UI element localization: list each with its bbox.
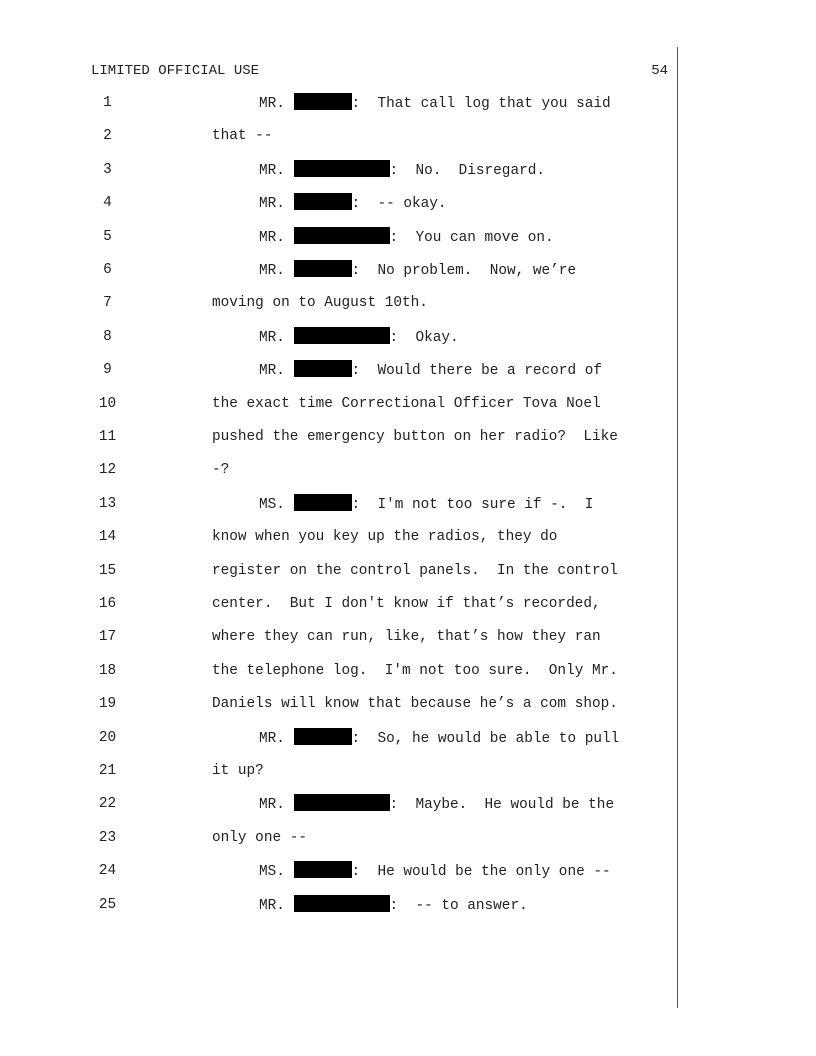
line-number: 12 xyxy=(98,462,117,479)
continuation-text: where they can run, like, that’s how they ran xyxy=(212,629,601,646)
speaker-line xyxy=(259,494,593,515)
speech-text: : He would be the only one -- xyxy=(351,864,611,881)
line-number: 3 xyxy=(103,161,112,178)
line-number: 20 xyxy=(98,729,117,746)
redaction-box xyxy=(294,193,352,210)
line-number: 22 xyxy=(98,796,117,813)
speech-text: : So, he would be able to pull xyxy=(351,730,620,747)
redaction-box xyxy=(294,360,352,377)
speech-text: : That call log that you said xyxy=(351,96,611,112)
speaker-line xyxy=(259,260,576,281)
speech-text: : Okay. xyxy=(389,329,459,346)
speech-text: : -- okay. xyxy=(351,196,447,213)
speech-text: : Would there be a record of xyxy=(351,363,602,380)
speech-text: : No problem. Now, we’re xyxy=(351,263,577,279)
speaker-title: MR. xyxy=(259,797,294,814)
speaker-line xyxy=(259,160,545,181)
line-number: 15 xyxy=(98,562,117,579)
line-number: 1 xyxy=(103,95,112,111)
speaker-line xyxy=(259,861,611,882)
speaker-line xyxy=(259,728,619,749)
continuation-text: only one -- xyxy=(212,829,307,846)
continuation-text: it up? xyxy=(212,763,264,779)
continuation-text: that -- xyxy=(212,128,273,145)
line-number: 11 xyxy=(98,429,117,445)
line-number: 5 xyxy=(103,228,112,245)
speaker-line xyxy=(259,360,602,381)
redaction-box xyxy=(294,160,390,177)
line-number: 16 xyxy=(98,596,117,612)
speaker-title: MS. xyxy=(259,496,294,513)
line-number: 21 xyxy=(98,763,117,779)
line-number: 23 xyxy=(98,829,117,846)
speaker-line xyxy=(259,227,554,248)
redaction-box xyxy=(294,227,390,244)
continuation-text: the telephone log. I'm not too sure. Only Mr. xyxy=(212,662,618,679)
page-number: 54 xyxy=(651,63,668,79)
continuation-text: pushed the emergency button on her radio? Like xyxy=(212,429,618,445)
redaction-box xyxy=(294,728,352,745)
line-number: 6 xyxy=(103,262,112,278)
line-number: 14 xyxy=(98,529,117,546)
speaker-line xyxy=(259,794,614,815)
line-number: 7 xyxy=(103,295,112,312)
redaction-box xyxy=(294,494,352,511)
continuation-text: register on the control panels. In the control xyxy=(212,562,618,579)
continuation-text: center. But I don't know if that’s recorded, xyxy=(212,596,601,612)
line-number: 18 xyxy=(98,662,117,679)
line-number: 13 xyxy=(98,495,117,512)
line-number: 25 xyxy=(98,896,117,913)
speaker-line xyxy=(259,895,528,916)
speech-text: : You can move on. xyxy=(389,229,554,246)
line-number: 9 xyxy=(103,362,112,379)
line-number: 17 xyxy=(98,629,117,646)
line-number: 24 xyxy=(98,863,117,880)
continuation-text: know when you key up the radios, they do xyxy=(212,529,558,546)
speech-text: : I'm not too sure if -. I xyxy=(351,496,594,513)
line-number: 2 xyxy=(103,128,112,145)
speaker-title: MR. xyxy=(259,96,294,112)
continuation-text: moving on to August 10th. xyxy=(212,295,428,312)
speaker-title: MR. xyxy=(259,897,294,914)
speaker-title: MR. xyxy=(259,363,294,380)
redaction-box xyxy=(294,861,352,878)
speaker-title: MR. xyxy=(259,196,294,213)
speech-text: : -- to answer. xyxy=(389,897,528,914)
line-number: 8 xyxy=(103,328,112,345)
redaction-box xyxy=(294,895,390,912)
speaker-title: MR. xyxy=(259,329,294,346)
line-number: 10 xyxy=(98,395,117,412)
speech-text: : Maybe. He would be the xyxy=(389,797,615,814)
speaker-line xyxy=(259,93,611,114)
speaker-title: MS. xyxy=(259,864,294,881)
line-number: 4 xyxy=(103,195,112,212)
classification-header: LIMITED OFFICIAL USE xyxy=(91,63,260,79)
speaker-title: MR. xyxy=(259,730,294,747)
line-number: 19 xyxy=(98,696,117,713)
redaction-box xyxy=(294,93,352,110)
speaker-title: MR. xyxy=(259,263,294,279)
continuation-text: -? xyxy=(212,462,230,479)
speech-text: : No. Disregard. xyxy=(389,162,545,179)
redaction-box xyxy=(294,260,352,277)
continuation-text: Daniels will know that because he’s a com shop. xyxy=(212,696,618,713)
speaker-line xyxy=(259,327,459,348)
speaker-line xyxy=(259,193,447,214)
continuation-text: the exact time Correctional Officer Tova Noel xyxy=(212,395,601,412)
margin-rule xyxy=(677,47,678,1008)
speaker-title: MR. xyxy=(259,229,294,246)
redaction-box xyxy=(294,794,390,811)
speaker-title: MR. xyxy=(259,162,294,179)
redaction-box xyxy=(294,327,390,344)
